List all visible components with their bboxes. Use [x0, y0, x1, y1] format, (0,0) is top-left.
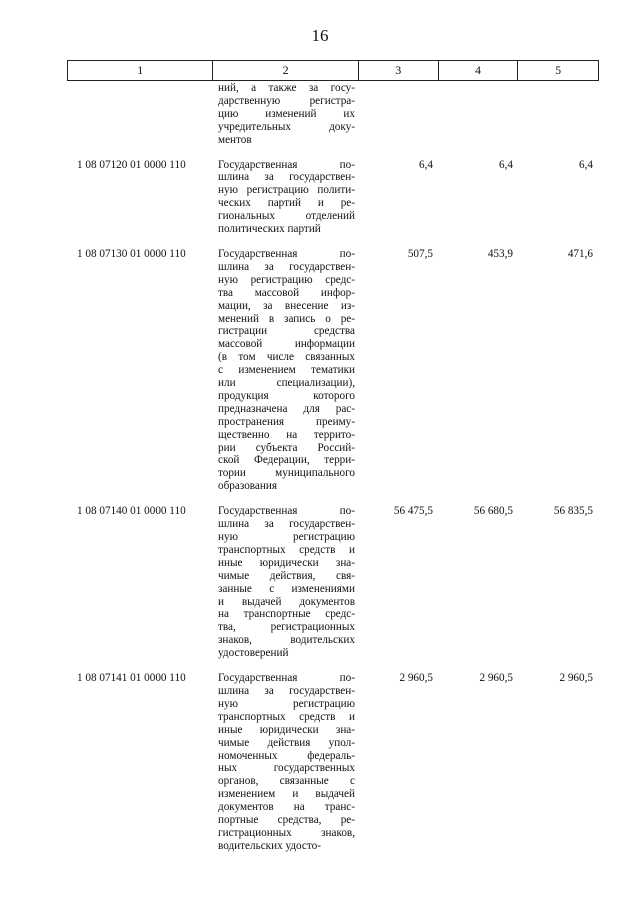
name-line: ную регистрацию полити- — [218, 184, 355, 197]
value-col-3: 507,5 — [407, 247, 433, 260]
name-line: изменением и выдачей — [218, 788, 355, 801]
value-col-4: 453,9 — [487, 247, 513, 260]
name-line: иные юридически зна- — [218, 556, 355, 569]
row-gap — [67, 236, 599, 248]
name-line: пространения преиму- — [218, 415, 355, 428]
name-line: или специализации), — [218, 377, 355, 390]
value-col-3: 56 475,5 — [393, 505, 433, 518]
header-col-4: 4 — [439, 61, 519, 80]
name-line: и выдачей документов — [218, 595, 355, 608]
value-col-3: 6,4 — [419, 158, 433, 171]
value-col-4: 56 680,5 — [473, 505, 513, 518]
table-row — [67, 159, 599, 236]
name-line: чимые действия, свя- — [218, 569, 355, 582]
name-line: портные средства, ре- — [218, 814, 355, 827]
name-line: учредительных доку- — [218, 120, 355, 133]
name-cell — [213, 159, 359, 236]
name-line: продукция которого — [218, 389, 355, 402]
header-col-1: 1 — [68, 61, 213, 80]
name-line: гиональных отделений — [218, 210, 355, 223]
value-col-5: 2 960,5 — [559, 672, 593, 685]
name-line: тва, регистрационных — [218, 621, 355, 634]
code-cell: 1 08 07141 01 0000 110 — [77, 672, 186, 685]
name-line: массовой информации — [218, 338, 355, 351]
name-line: занные с изменениями — [218, 582, 355, 595]
name-line: на транспортные средс- — [218, 608, 355, 621]
name-cell — [213, 82, 359, 147]
value-col-4: 2 960,5 — [479, 672, 513, 685]
name-line: Государственная по- — [218, 247, 355, 260]
table-row — [67, 505, 599, 660]
name-line: шлина за государствен- — [218, 684, 355, 697]
value-col-5: 471,6 — [567, 247, 593, 260]
name-line: образования — [218, 480, 278, 493]
name-line: ческих партий и ре- — [218, 197, 355, 210]
name-line: предназначена для рас- — [218, 402, 355, 415]
name-line: иные юридически зна- — [218, 723, 355, 736]
code-cell — [67, 82, 213, 147]
name-line: документов на транс- — [218, 801, 355, 814]
row-gap — [67, 147, 599, 159]
code-cell: 1 08 07130 01 0000 110 — [77, 247, 186, 260]
name-line: (в том числе связанных — [218, 351, 355, 364]
name-line: органов, связанные с — [218, 775, 355, 788]
name-cell — [213, 505, 359, 660]
name-cell — [213, 248, 359, 493]
name-line: ную регистрацию — [218, 697, 355, 710]
table-row — [67, 248, 599, 493]
name-line: ную регистрацию — [218, 531, 355, 543]
header-col-5: 5 — [555, 63, 562, 77]
name-line: номоченных федераль- — [218, 749, 355, 762]
name-line: с изменением тематики — [218, 364, 355, 377]
name-line: Государственная по- — [218, 158, 355, 171]
row-gap — [67, 660, 599, 672]
name-line: ской Федерации, терри- — [218, 454, 355, 467]
name-line: тории муниципального — [218, 467, 355, 480]
name-line: шлина за государствен- — [218, 518, 355, 531]
code-cell: 1 08 07120 01 0000 110 — [77, 158, 186, 171]
value-col-5: 6,4 — [579, 158, 593, 171]
name-line: рии субъекта Россий- — [218, 441, 355, 454]
name-line: менений в запись о ре- — [218, 312, 355, 325]
value-col-4: 6,4 — [499, 158, 513, 171]
name-line: политических партий — [218, 223, 321, 236]
continuation-row — [67, 82, 599, 147]
name-line: дарственную регистра- — [218, 94, 355, 107]
table-header — [67, 60, 599, 81]
table-row — [67, 672, 599, 853]
name-line: ний, а также за госу- — [218, 82, 355, 94]
name-line: цию изменений их — [218, 107, 355, 120]
page-number: 16 — [311, 26, 329, 45]
name-line: чимые действия упол- — [218, 736, 355, 749]
name-line: шлина за государствен- — [218, 260, 355, 273]
name-line: гистрационных знаков, — [218, 826, 355, 839]
name-line: Государственная по- — [218, 505, 355, 518]
value-col-5: 56 835,5 — [553, 505, 593, 518]
code-cell: 1 08 07140 01 0000 110 — [77, 505, 186, 518]
name-cell — [213, 672, 359, 853]
table-body — [67, 82, 599, 853]
name-line: удостоверений — [218, 647, 289, 660]
header-col-2: 2 — [213, 61, 358, 80]
name-line: мации, за внесение из- — [218, 299, 355, 312]
name-line: ных государственных — [218, 762, 355, 775]
header-col-3: 3 — [359, 61, 439, 80]
row-gap — [67, 493, 599, 505]
name-line: ную регистрацию средс- — [218, 273, 355, 286]
value-col-3: 2 960,5 — [399, 672, 433, 685]
name-line: щественно на террито- — [218, 428, 355, 441]
name-line: знаков, водительских — [218, 634, 355, 647]
name-line: тва массовой инфор- — [218, 286, 355, 299]
name-line: транспортных средств и — [218, 543, 355, 556]
name-line: транспортных средств и — [218, 710, 355, 723]
name-line: Государственная по- — [218, 672, 355, 685]
name-line: ментов — [218, 133, 252, 146]
name-line: гистрации средства — [218, 325, 355, 338]
name-line: водительских удосто- — [218, 839, 321, 852]
name-line: шлина за государствен- — [218, 171, 355, 184]
